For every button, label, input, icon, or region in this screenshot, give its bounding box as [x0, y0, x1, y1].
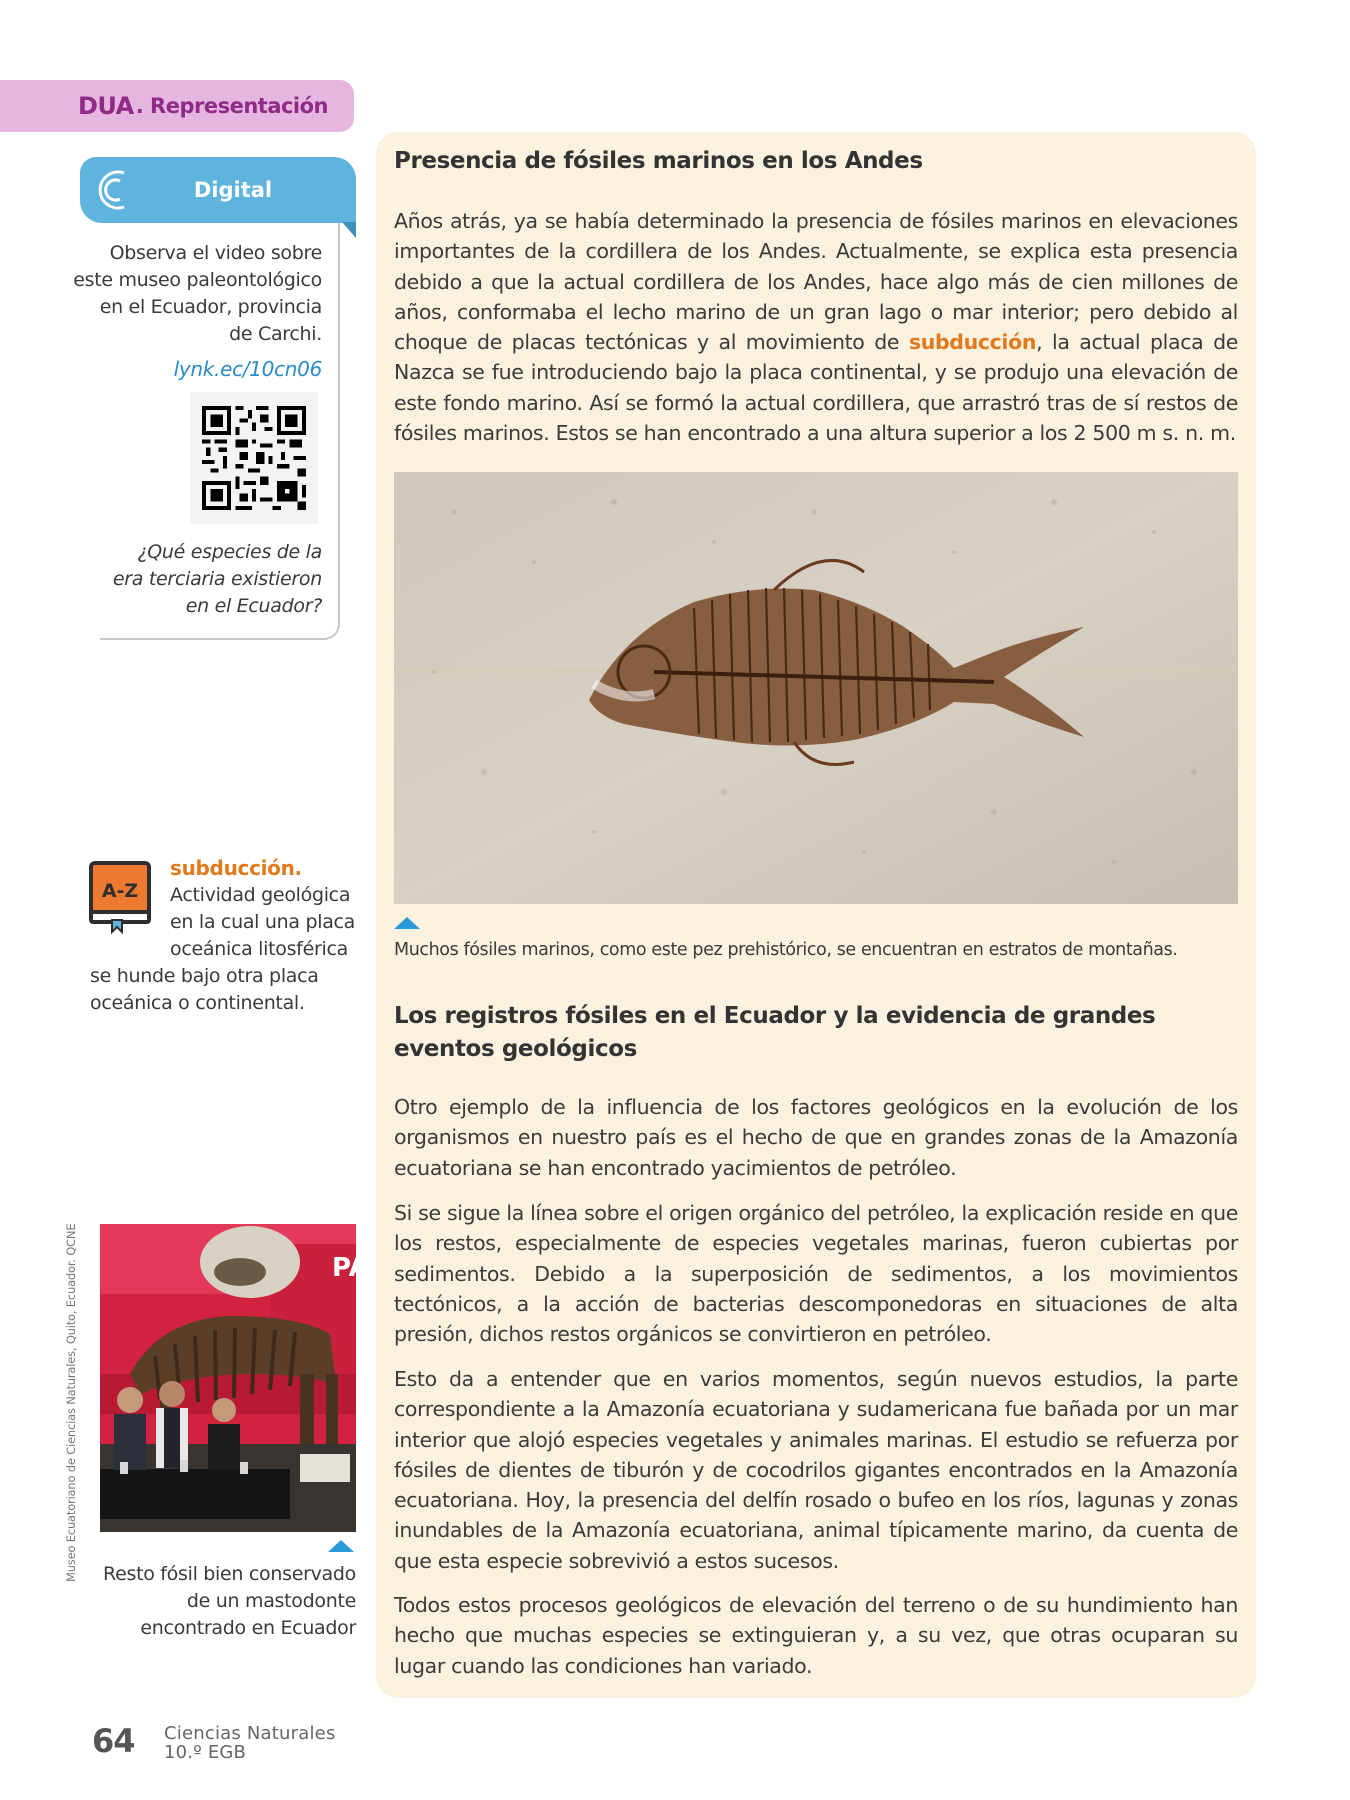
question-line: era terciaria existieron: [112, 568, 322, 590]
fossil-fish-image: [394, 472, 1238, 904]
glossary-term: subducción.: [170, 856, 302, 880]
digital-text-line: este museo paleontológico: [73, 269, 322, 291]
glossary-line: oceánica litosférica: [170, 938, 348, 960]
digital-text: [70, 240, 322, 348]
glossary-line: en la cual una placa: [170, 911, 356, 933]
page-number: 64: [92, 1722, 135, 1760]
qr-code[interactable]: [190, 392, 318, 524]
dua-tab: [0, 80, 354, 132]
section-title: Los registros fósiles en el Ecuador y la evidencia de grandes eventos geológicos: [394, 1003, 1156, 1062]
caption-caret-icon: [328, 1540, 354, 1552]
paragraph-text: , la actual placa de Nazca se fue introduciendo bajo la placa continental, y se produjo una elevación de este fondo marino. Así se formó la actual cordillera, que arrastró tras de sí restos de fósiles marinos. Estos se han encontrado a una altura superior a los 2 500 m s. n. m.: [394, 330, 1238, 446]
glossary-book-icon: [88, 860, 154, 932]
fossil-photo: [394, 472, 1238, 904]
svg-text:PA: PA: [332, 1253, 369, 1283]
fossil-caption: Muchos fósiles marinos, como este pez prehistórico, se encuentran en estratos de montañas.: [394, 940, 1178, 960]
digital-title: Digital: [193, 178, 273, 202]
digital-c-icon: [90, 165, 140, 215]
caption-caret-icon: [394, 917, 420, 929]
glossary-definition: [170, 882, 360, 963]
glossary-line: se hunde bajo otra placa: [90, 965, 319, 987]
section2-paragraph: Otro ejemplo de la influencia de los factores geológicos en la evolución de los organismos en nuestro país es el hecho de que en grandes zonas de la Amazonía ecuatoriana se han encontrado yacimientos de petróleo.: [394, 1095, 1238, 1180]
question-line: en el Ecuador?: [185, 595, 322, 617]
svg-text:A-Z: A-Z: [101, 880, 139, 902]
section2-paragraph: Esto da a entender que en varios momentos, según nuevos estudios, la parte correspondiente a la Amazonía ecuatoriana y sudamericana fue bañada por un mar interior que alojó especies vegetales y animales marinas. El estudio se refuerza por fósiles de dientes de tiburón y de cocodrilos gigantes encontrados en la Amazonía ecuatoriana. Hoy, la presencia del delfín rosado o bufeo en los ríos, lagunas y zonas inundables de la Amazonía ecuatoriana, animal típicamente marino, da cuenta de que esta especie sobrevivió a estos sucesos.: [394, 1367, 1238, 1573]
section2-paragraph: Todos estos procesos geológicos de elevación del terreno o de su hundimiento han hecho que muchas especies se extinguieran y, a su vez, que otras ocuparan su lugar cuando las condiciones han variado.: [394, 1593, 1238, 1678]
caption-line: de un mastodonte: [186, 1590, 356, 1612]
digital-header: [80, 157, 356, 223]
digital-fold: [342, 222, 356, 238]
dua-label: . Representación: [135, 94, 329, 118]
caption-line: encontrado en Ecuador: [140, 1617, 356, 1639]
glossary-definition-cont: [90, 963, 360, 1017]
mastodon-caption: [100, 1561, 356, 1642]
section2-paragraph: Si se sigue la línea sobre el origen orgánico del petróleo, la explicación reside en que los restos, especialmente de especies vegetales marinas, fueron cubiertas por sedimentos. Debido a la superposición de sedimentos, a los movimientos tectónicos, a la acción de bacterias descomponedoras en situaciones de alta presión, dichos restos orgánicos se convirtieron en petróleo.: [394, 1201, 1238, 1347]
dua-prefix: DUA: [78, 92, 134, 120]
question-line: ¿Qué especies de la: [137, 541, 322, 563]
caption-line: Resto fósil bien conservado: [103, 1563, 356, 1585]
paragraph-text: Años atrás, ya se había determinado la presencia de fósiles marinos en elevaciones importantes de la cordillera de los Andes. Actualmente, se explica esta presencia debido a que la actual cordillera de los Andes, hace algo más de cien millones de años, conformaba el lecho marino de un gran lago o mar interior; pero debido al choque de placas tectónicas y al movimiento de: [394, 209, 1238, 355]
glossary-line: oceánica o continental.: [90, 992, 305, 1014]
digital-text-line: de Carchi.: [229, 323, 322, 345]
footer-subject-name: Ciencias Naturales: [164, 1723, 336, 1744]
section-title: Presencia de fósiles marinos en los Andes: [394, 148, 923, 174]
section1-paragraph: [394, 206, 1238, 448]
glossary-line: Actividad geológica: [170, 884, 351, 906]
digital-link[interactable]: lynk.ec/10cn06: [173, 357, 322, 381]
qr-code-icon: [202, 406, 306, 510]
mastodon-image: [100, 1224, 369, 1532]
digital-question: [90, 539, 322, 620]
glossary-highlight[interactable]: subducción: [908, 330, 1037, 355]
digital-text-line: en el Ecuador, provincia: [99, 296, 322, 318]
footer-grade: 10.º EGB: [164, 1742, 247, 1763]
mastodon-photo: [100, 1224, 369, 1532]
digital-text-line: Observa el video sobre: [109, 242, 322, 264]
photo-credit: Museo Ecuatoriano de Ciencias Naturales, Quito, Ecuador. QCNE: [64, 1223, 78, 1582]
footer-subject: [164, 1724, 336, 1762]
